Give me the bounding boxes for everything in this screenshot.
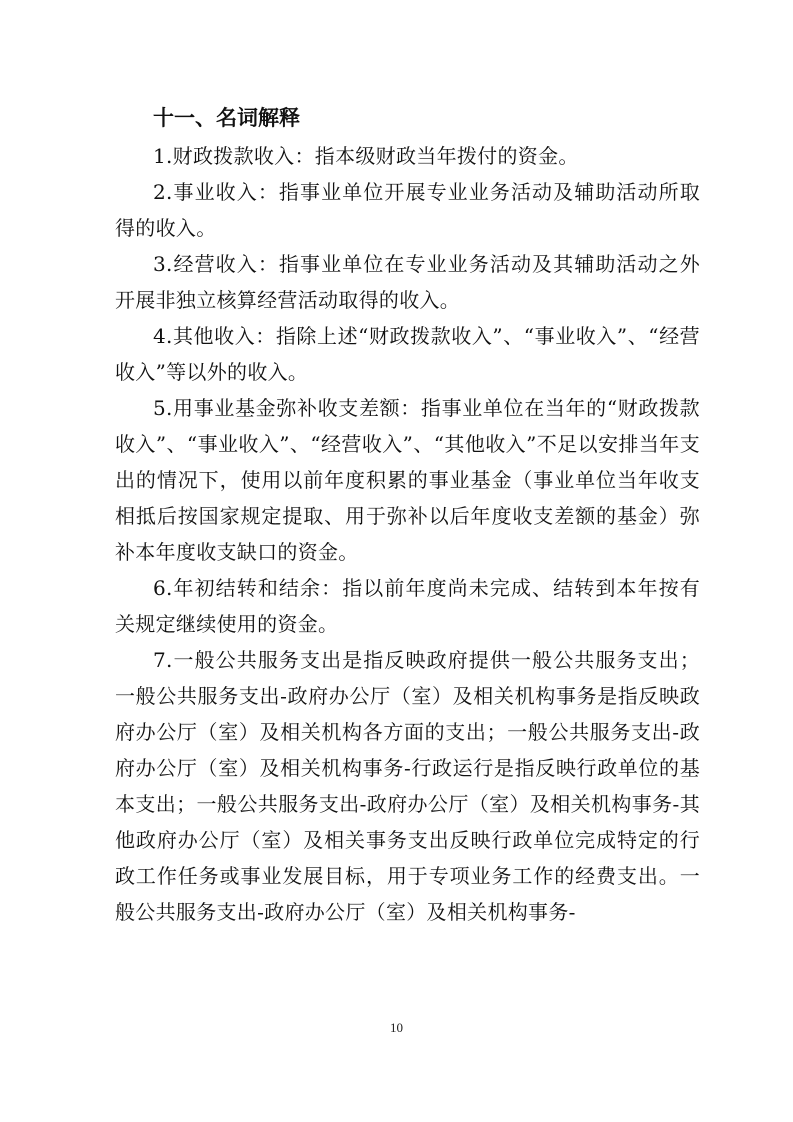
- definition-paragraph-2: 2.事业收入：指事业单位开展专业业务活动及辅助活动所取得的收入。: [115, 180, 700, 240]
- definition-paragraph-5: 5.用事业基金弥补收支差额：指事业单位在当年的“财政拨款收入”、“事业收入”、“经营收入”、“其他收入”不足以安排当年支出的情况下，使用以前年度积累的事业基金（事业单位当年收支相抵后按国家规定提取、用于弥补以后年度收支差额的基金）弥补本年度收支缺口的资金。: [115, 396, 700, 564]
- page-number: 10: [390, 1020, 403, 1035]
- definition-paragraph-7: 7.一般公共服务支出是指反映政府提供一般公共服务支出；一般公共服务支出-政府办公厅（室）及相关机构事务是指反映政府办公厅（室）及相关机构各方面的支出；一般公共服务支出-政府办公厅（室）及相关机构事务-行政运行是指反映行政单位的基本支出；一般公共服务支出-政府办公厅（室）及相关机构事务-其他政府办公厅（室）及相关事务支出反映行政单位完成特定的行政工作任务或事业发展目标，用于专项业务工作的经费支出。一般公共服务支出-政府办公厅（室）及相关机构事务-: [115, 648, 700, 924]
- definition-paragraph-6: 6.年初结转和结余：指以前年度尚未完成、结转到本年按有关规定继续使用的资金。: [115, 576, 700, 636]
- definition-paragraph-1: 1.财政拨款收入：指本级财政当年拨付的资金。: [153, 144, 579, 168]
- section-heading: 十一、名词解释: [153, 106, 300, 130]
- document-body: [115, 98, 700, 930]
- definition-paragraph-4: 4.其他收入：指除上述“财政拨款收入”、“事业收入”、“经营收入”等以外的收入。: [115, 324, 700, 384]
- definition-paragraph-3: 3.经营收入：指事业单位在专业业务活动及其辅助活动之外开展非独立核算经营活动取得的收入。: [115, 252, 700, 312]
